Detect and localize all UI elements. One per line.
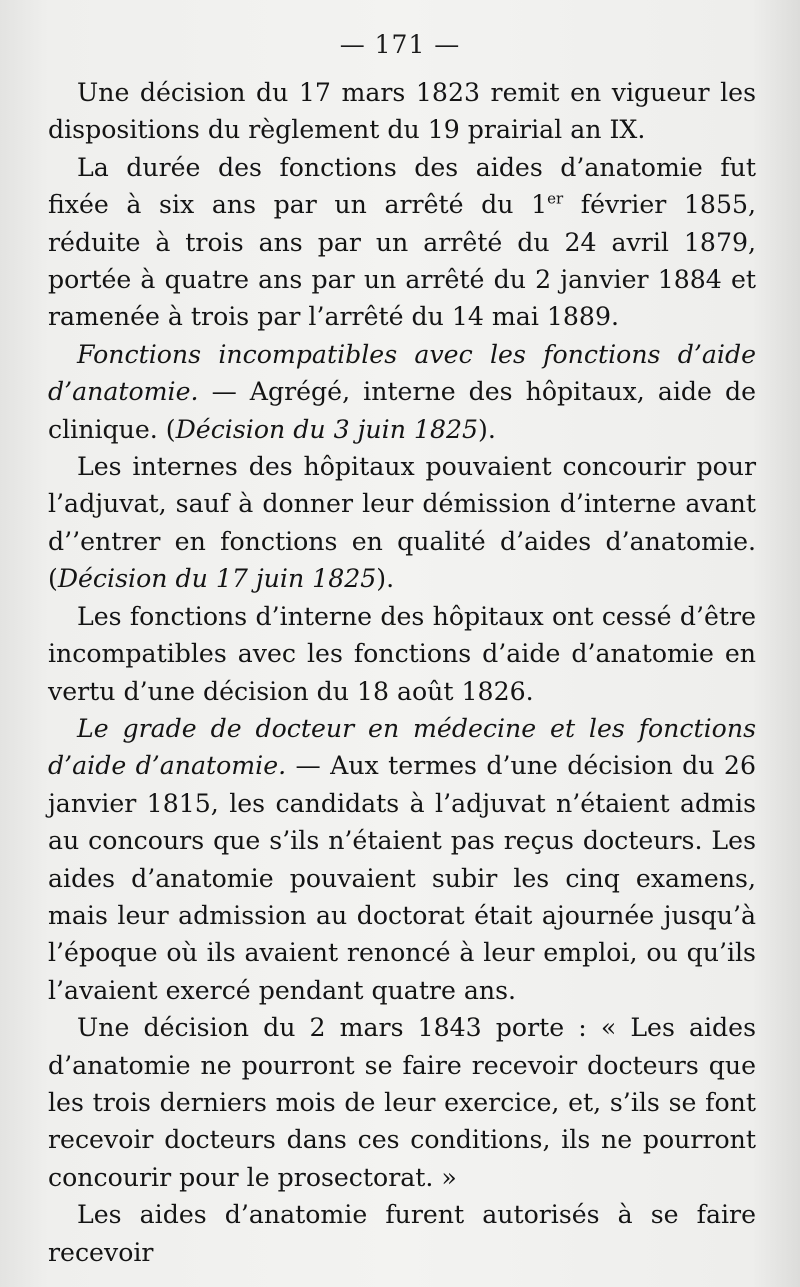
paragraph-7-text: Une décision du 2 mars 1843 porte : « Les aides d’anatomie ne pourront se faire recevoir docteurs que les trois derniers mois de leur exercice, et, s’ils se font recevoir docteurs dans ces conditions, ils ne pourront concourir pour le prosectorat. » xyxy=(48,1013,756,1192)
paragraph-1 xyxy=(48,74,756,149)
paragraph-3 xyxy=(48,336,756,448)
paragraph-6-text: — Aux termes d’une décision du 26 janvier 1815, les candidats à l’adjuvat n’étaient admis au concours que s’ils n’étaient pas reçus docteurs. Les aides d’anatomie pouvaient subir les cinq examens, mais leur admission au doctorat était ajournée jusqu’à l’époque où ils avaient renoncé à leur emploi, ou qu’ils l’avaient exercé pendant quatre ans. xyxy=(48,751,756,1005)
paragraph-3-tail: ). xyxy=(478,414,496,444)
section-heading-incompatibilities: Fonctions incompatibles avec les fonctions d’aide d’anatomie. xyxy=(48,339,756,407)
decision-reference: Décision du 3 juin 1825 xyxy=(175,414,479,444)
paragraph-7 xyxy=(48,1009,756,1196)
decision-reference: Décision du 17 juin 1825 xyxy=(57,564,377,594)
paragraph-6 xyxy=(48,710,756,1009)
paragraph-8-text: Les aides d’anatomie furent autorisés à se faire recevoir xyxy=(48,1200,756,1267)
paragraph-5 xyxy=(48,598,756,710)
paragraph-8 xyxy=(48,1196,756,1271)
paragraph-4 xyxy=(48,448,756,598)
paragraph-2 xyxy=(48,149,756,336)
paragraph-1-text: Une décision du 17 mars 1823 remit en vigueur les dispositions du règlement du 19 prairial an IX. xyxy=(48,78,756,145)
paragraph-2-text-start: La durée des fonctions des aides d’anatomie fut fixée à six ans par un arrêté du 1 xyxy=(48,152,756,220)
body-text xyxy=(48,74,756,1271)
paragraph-3-text: — Agrégé, interne des hôpitaux, aide de clinique. ( xyxy=(48,377,756,444)
section-heading-doctorate: Le grade de docteur en médecine et les fonctions d’aide d’anatomie. xyxy=(48,713,756,781)
paragraph-4-tail: ). xyxy=(376,564,395,594)
page-number: — 171 — xyxy=(339,30,461,59)
paragraph-2-text-end: février 1855, réduite à trois ans par un arrêté du 24 avril 1879, portée à quatre ans par un arrêté du 2 janvier 1884 et ramenée à trois par l’arrêté du 14 mai 1889. xyxy=(48,190,757,332)
paragraph-4-text: Les internes des hôpitaux pouvaient concourir pour l’adjuvat, sauf à donner leur démission d’interne avant d’’entrer en fonctions en qualité d’aides d’anatomie. ( xyxy=(48,452,756,594)
paragraph-5-text: Les fonctions d’interne des hôpitaux ont cessé d’être incompatibles avec les fonctions d’aide d’anatomie en vertu d’une décision du 18 août 1826. xyxy=(48,601,756,706)
ordinal-superscript: er xyxy=(547,189,564,208)
